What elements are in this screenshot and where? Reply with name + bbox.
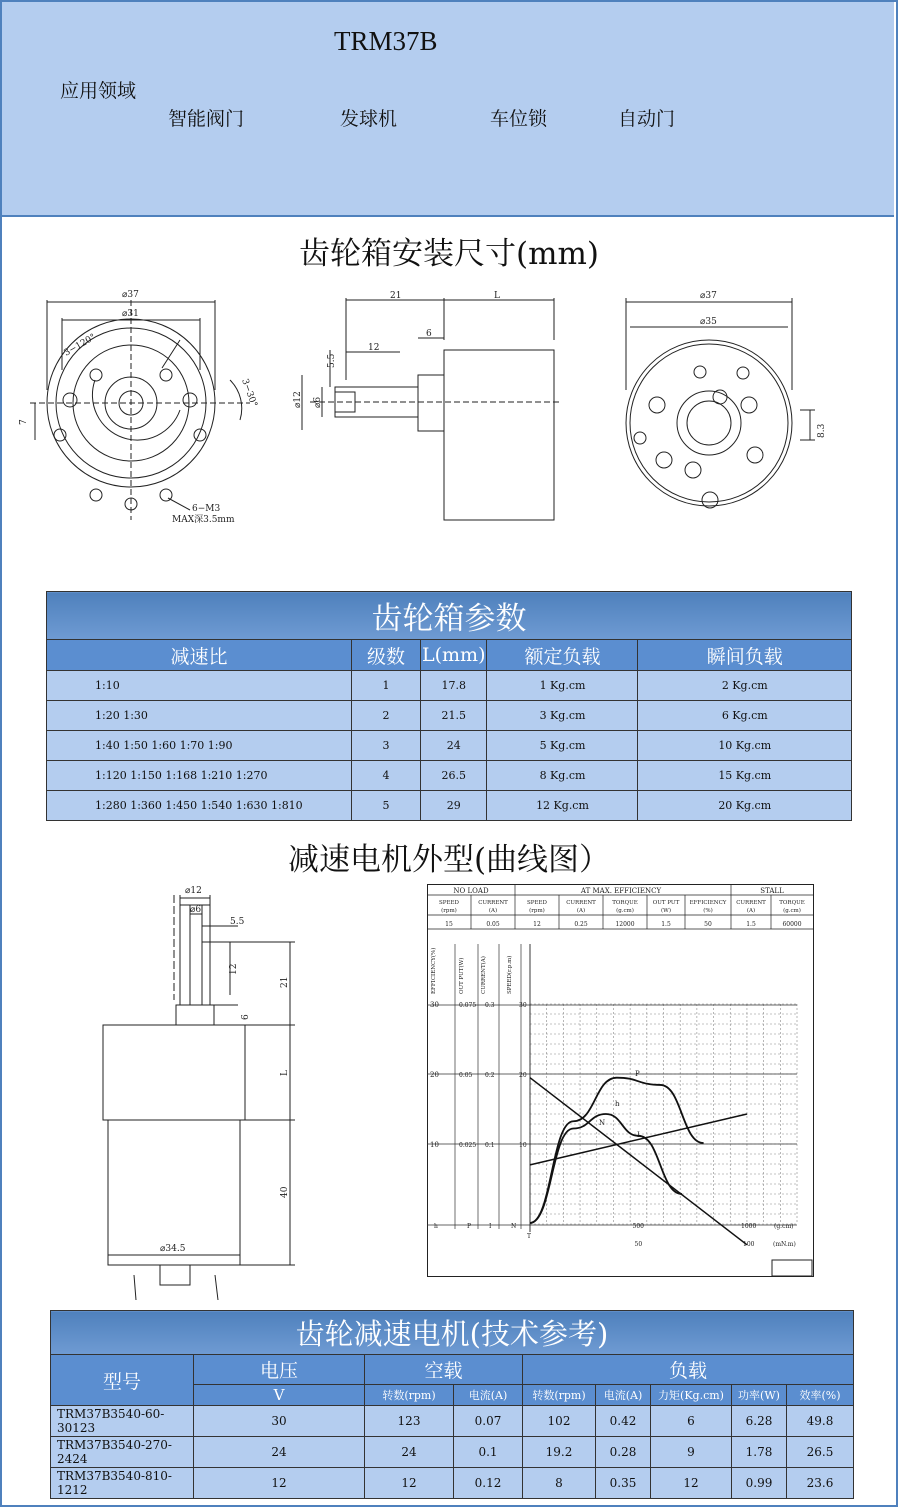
table-row <box>47 791 852 821</box>
y-tick-label: 0.075 <box>459 1002 477 1009</box>
rear-view-drawing <box>626 298 815 508</box>
value-cell: 102 <box>523 1406 596 1437</box>
table-row <box>47 701 852 731</box>
dim-label: 3−30° <box>239 377 259 409</box>
y-tick-label: 20 <box>430 1071 439 1079</box>
motor-outline-drawing <box>90 880 310 1300</box>
perf-col-unit: (g.cm) <box>616 908 634 914</box>
stage-cell: 2 <box>352 701 421 731</box>
gearbox-dimension-drawings <box>0 280 898 540</box>
gear-header: 减速比 <box>47 640 352 671</box>
ratio-cell: 1:20 1:30 <box>47 701 352 731</box>
header-panel <box>2 2 894 217</box>
table-row <box>47 731 852 761</box>
value-cell: 0.35 <box>596 1468 651 1499</box>
x-unit-label: (g.cm) <box>774 1223 794 1230</box>
sub-header: 转数(rpm) <box>523 1385 596 1406</box>
y-tick-label: 30 <box>519 1002 527 1009</box>
sub-header: 电流(A) <box>596 1385 651 1406</box>
model-header: 型号 <box>51 1355 194 1406</box>
dimensions-title: 齿轮箱安装尺寸(mm) <box>299 236 599 272</box>
perf-group-label: NO LOAD <box>453 887 489 895</box>
length-cell: 17.8 <box>421 671 487 701</box>
dim-label: ⌀34.5 <box>160 1244 186 1254</box>
y-tick-label: 0.025 <box>459 1142 477 1149</box>
value-cell: 12 <box>651 1468 732 1499</box>
value-cell: 1.78 <box>732 1437 787 1468</box>
perf-col-name: OUT PUT <box>652 900 680 906</box>
table-row <box>51 1468 854 1499</box>
value-cell: 49.8 <box>787 1406 854 1437</box>
curve-label: h <box>615 1100 620 1108</box>
value-cell: 9 <box>651 1437 732 1468</box>
x-tick-label: 50 <box>634 1241 643 1248</box>
value-cell: 8 <box>523 1468 596 1499</box>
sub-header: V <box>194 1385 365 1406</box>
gear-header: 级数 <box>352 640 421 671</box>
length-cell: 21.5 <box>421 701 487 731</box>
application-item: 智能阀门 <box>168 108 245 130</box>
y-tick-label: 10 <box>519 1142 527 1149</box>
dim-label: 3−120° <box>62 332 98 359</box>
value-cell: 23.6 <box>787 1468 854 1499</box>
perf-col-name: SPEED <box>527 900 547 906</box>
sub-header: 功率(W) <box>732 1385 787 1406</box>
dim-label: ⌀37 <box>700 291 717 301</box>
perf-col-value: 1.5 <box>661 921 671 928</box>
dim-label: 6 <box>241 1014 251 1020</box>
y-tick-label: 20 <box>519 1072 527 1079</box>
perf-col-name: CURRENT <box>566 900 596 906</box>
motor-table-caption: 齿轮减速电机(技术参考) <box>51 1311 854 1355</box>
dim-label: 5.5 <box>327 353 337 368</box>
dim-label: 21 <box>390 291 402 301</box>
value-cell: 0.28 <box>596 1437 651 1468</box>
dim-label: ⌀12 <box>293 391 303 408</box>
value-cell: 24 <box>365 1437 454 1468</box>
curve-h <box>530 1114 682 1223</box>
y-tick-label: 0.3 <box>485 1002 495 1009</box>
dim-label: 21 <box>280 976 290 988</box>
rated-load-cell: 8 Kg.cm <box>487 761 638 791</box>
front-view-drawing <box>30 300 250 520</box>
perf-col-name: TORQUE <box>779 900 805 906</box>
perf-col-name: CURRENT <box>736 900 766 906</box>
sub-header: 电流(A) <box>454 1385 523 1406</box>
y-tick-label: 30 <box>430 1001 439 1009</box>
table-row <box>51 1406 854 1437</box>
value-cell: 30 <box>194 1406 365 1437</box>
application-item: 车位锁 <box>490 108 548 130</box>
value-cell: 0.12 <box>454 1468 523 1499</box>
perf-col-name: CURRENT <box>478 900 508 906</box>
axis-letter: P <box>467 1223 472 1230</box>
gear-header: 额定负载 <box>487 640 638 671</box>
stage-cell: 5 <box>352 791 421 821</box>
value-cell: 24 <box>194 1437 365 1468</box>
dim-label: 12 <box>229 963 239 975</box>
perf-col-value: 0.25 <box>574 921 588 928</box>
gear-header: 瞬间负载 <box>638 640 852 671</box>
value-cell: 12 <box>365 1468 454 1499</box>
voltage-header: 电压 <box>194 1355 365 1385</box>
curve-n <box>530 1078 747 1245</box>
y-tick-label: 0.1 <box>485 1142 495 1149</box>
stage-cell: 3 <box>352 731 421 761</box>
perf-col-unit: (rpm) <box>529 908 545 914</box>
perf-col-name: SPEED <box>439 900 459 906</box>
dim-label: L <box>280 1070 290 1076</box>
dim-label: 12 <box>368 343 380 353</box>
perf-col-value: 60000 <box>782 921 802 928</box>
perf-col-unit: (rpm) <box>441 908 457 914</box>
perf-col-unit: (A) <box>746 908 756 914</box>
value-cell: 0.1 <box>454 1437 523 1468</box>
sub-header: 力矩(Kg.cm) <box>651 1385 732 1406</box>
rated-load-cell: 5 Kg.cm <box>487 731 638 761</box>
axis-letter: T <box>527 1233 532 1240</box>
model-cell: TRM37B3540-60-30123 <box>51 1406 194 1437</box>
x-tick-label: 500 <box>632 1223 644 1230</box>
application-label: 应用领域 <box>60 80 137 102</box>
gearbox-parameter-table <box>46 591 852 821</box>
curve-label: N <box>599 1119 606 1127</box>
perf-col-unit: (A) <box>488 908 498 914</box>
value-cell: 19.2 <box>523 1437 596 1468</box>
y-tick-label: 0.05 <box>459 1072 473 1079</box>
table-row <box>51 1437 854 1468</box>
ratio-cell: 1:120 1:150 1:168 1:210 1:270 <box>47 761 352 791</box>
peak-load-cell: 20 Kg.cm <box>638 791 852 821</box>
y-tick-label: 0.2 <box>485 1072 495 1079</box>
gear-table-caption: 齿轮箱参数 <box>47 592 852 640</box>
value-cell: 123 <box>365 1406 454 1437</box>
application-item: 发球机 <box>340 108 398 130</box>
curve-label: P <box>635 1070 640 1078</box>
value-cell: 6 <box>651 1406 732 1437</box>
x-unit-label: (mN.m) <box>773 1241 796 1248</box>
peak-load-cell: 10 Kg.cm <box>638 731 852 761</box>
dim-label: 7 <box>19 419 29 425</box>
sub-header: 效率(%) <box>787 1385 854 1406</box>
perf-col-value: 15 <box>445 921 453 928</box>
perf-col-value: 12 <box>533 921 541 928</box>
axis-letter: h <box>434 1223 438 1230</box>
axis-title: OUT PUT(W) <box>459 957 465 994</box>
perf-col-value: 1.5 <box>746 921 756 928</box>
dim-label: ⌀12 <box>185 886 202 896</box>
dim-label: ⌀31 <box>122 309 139 319</box>
dim-label: ⌀6 <box>190 905 202 915</box>
peak-load-cell: 6 Kg.cm <box>638 701 852 731</box>
perf-col-name: EFFICIENCY <box>689 900 727 906</box>
value-cell: 0.42 <box>596 1406 651 1437</box>
rated-load-cell: 12 Kg.cm <box>487 791 638 821</box>
table-row <box>47 761 852 791</box>
perf-col-unit: (W) <box>661 908 671 914</box>
noload-header: 空载 <box>365 1355 523 1385</box>
perf-col-value: 50 <box>704 921 712 928</box>
model-cell: TRM37B3540-810-1212 <box>51 1468 194 1499</box>
dim-label: 5.5 <box>230 917 245 927</box>
length-cell: 26.5 <box>421 761 487 791</box>
perf-group-label: STALL <box>760 887 784 895</box>
performance-chart <box>427 884 817 1278</box>
stage-cell: 1 <box>352 671 421 701</box>
load-header: 负载 <box>523 1355 854 1385</box>
curves-title: 减速电机外型(曲线图） <box>287 842 611 878</box>
ratio-cell: 1:10 <box>47 671 352 701</box>
x-tick-label: 100 <box>743 1241 755 1248</box>
dim-label: MAX深3.5mm <box>172 515 235 525</box>
model-title: TRM37B <box>334 26 438 56</box>
length-cell: 29 <box>421 791 487 821</box>
axis-title: EFFICIENCY(%) <box>431 947 437 994</box>
perf-col-unit: (A) <box>576 908 586 914</box>
peak-load-cell: 15 Kg.cm <box>638 761 852 791</box>
perf-col-unit: (g.cm) <box>783 908 801 914</box>
ratio-cell: 1:40 1:50 1:60 1:70 1:90 <box>47 731 352 761</box>
axis-letter: N <box>511 1223 517 1230</box>
perf-col-name: TORQUE <box>612 900 638 906</box>
dim-label: L <box>494 291 500 301</box>
gear-header: L(mm) <box>421 640 487 671</box>
axis-title: CURRENT(A) <box>481 956 487 994</box>
perf-col-value: 0.05 <box>486 921 500 928</box>
application-item: 自动门 <box>618 108 676 130</box>
dim-label: 40 <box>280 1186 290 1198</box>
ratio-cell: 1:280 1:360 1:450 1:540 1:630 1:810 <box>47 791 352 821</box>
rated-load-cell: 1 Kg.cm <box>487 671 638 701</box>
dim-label: ⌀6 <box>313 396 323 408</box>
x-tick-label: 1000 <box>741 1223 757 1230</box>
perf-col-unit: (%) <box>703 908 713 914</box>
motor-spec-table <box>50 1310 854 1499</box>
perf-group-label: AT MAX. EFFICIENCY <box>580 887 662 895</box>
dim-label: ⌀35 <box>700 317 717 327</box>
perf-col-value: 12000 <box>615 921 635 928</box>
axis-letter: I <box>489 1223 492 1230</box>
stage-cell: 4 <box>352 761 421 791</box>
peak-load-cell: 2 Kg.cm <box>638 671 852 701</box>
value-cell: 26.5 <box>787 1437 854 1468</box>
rated-load-cell: 3 Kg.cm <box>487 701 638 731</box>
dim-label: 6 <box>426 329 432 339</box>
dim-label: 6−M3 <box>192 504 221 514</box>
table-row <box>47 671 852 701</box>
sub-header: 转数(rpm) <box>365 1385 454 1406</box>
curve-label: I <box>637 1131 640 1139</box>
dim-label: 8.3 <box>817 423 827 438</box>
value-cell: 12 <box>194 1468 365 1499</box>
value-cell: 0.99 <box>732 1468 787 1499</box>
dim-label: ⌀37 <box>122 290 139 300</box>
y-tick-label: 10 <box>430 1141 439 1149</box>
axis-title: SPEED(r.p.m) <box>507 955 513 994</box>
value-cell: 0.07 <box>454 1406 523 1437</box>
model-cell: TRM37B3540-270-2424 <box>51 1437 194 1468</box>
length-cell: 24 <box>421 731 487 761</box>
value-cell: 6.28 <box>732 1406 787 1437</box>
